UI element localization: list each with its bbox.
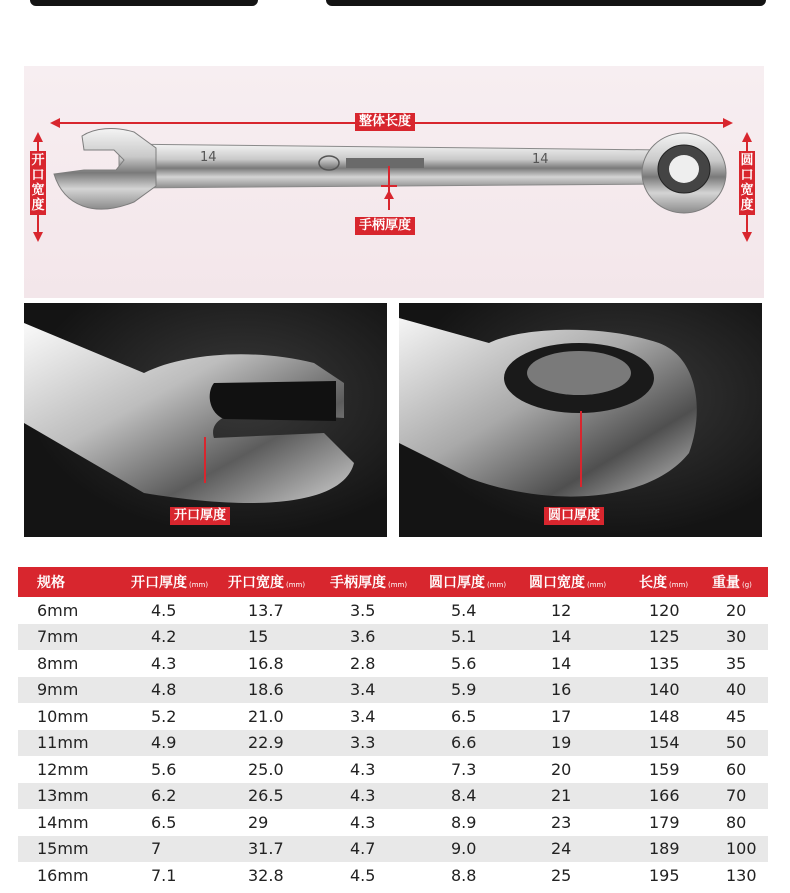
- cell-handle-thickness: 3.3: [330, 730, 429, 757]
- cell-open-width: 16.8: [228, 650, 330, 677]
- header-handle-thickness: 手柄厚度 (mm): [330, 567, 429, 597]
- ring-end-illustration: [399, 303, 762, 537]
- cell-handle-thickness: 4.3: [330, 756, 429, 783]
- cell-spec: 11mm: [18, 730, 131, 757]
- cell-length: 166: [639, 783, 712, 810]
- wrench-illustration: [24, 66, 764, 298]
- table-row: [18, 756, 768, 783]
- cell-length: 125: [639, 624, 712, 651]
- cell-length: 140: [639, 677, 712, 704]
- spec-table-header: [18, 567, 768, 597]
- header-open-thickness: 开口厚度 (mm): [131, 567, 228, 597]
- total-length-label: 整体长度: [355, 113, 415, 131]
- cell-ring-thickness: 5.9: [429, 677, 529, 704]
- cell-length: 195: [639, 862, 712, 889]
- cell-handle-thickness: 3.4: [330, 677, 429, 704]
- cell-open-thickness: 5.6: [131, 756, 228, 783]
- ring-end-closeup-photo: [399, 303, 762, 537]
- cell-ring-thickness: 7.3: [429, 756, 529, 783]
- cell-weight: 130: [712, 862, 768, 889]
- cell-open-width: 15: [228, 624, 330, 651]
- cell-handle-thickness: 4.3: [330, 809, 429, 836]
- header-length: 长度 (mm): [639, 567, 712, 597]
- top-image-strip: [0, 0, 790, 10]
- table-row: [18, 677, 768, 704]
- cell-ring-thickness: 6.5: [429, 703, 529, 730]
- cell-length: 148: [639, 703, 712, 730]
- cell-weight: 35: [712, 650, 768, 677]
- cell-spec: 10mm: [18, 703, 131, 730]
- cell-length: 120: [639, 597, 712, 624]
- cell-ring-thickness: 8.4: [429, 783, 529, 810]
- cell-ring-thickness: 8.8: [429, 862, 529, 889]
- cell-open-width: 32.8: [228, 862, 330, 889]
- cell-ring-thickness: 5.4: [429, 597, 529, 624]
- cell-ring-width: 20: [529, 756, 639, 783]
- cell-spec: 6mm: [18, 597, 131, 624]
- cell-weight: 40: [712, 677, 768, 704]
- cell-ring-thickness: 6.6: [429, 730, 529, 757]
- table-row: [18, 836, 768, 863]
- cell-handle-thickness: 4.3: [330, 783, 429, 810]
- cell-handle-thickness: 3.4: [330, 703, 429, 730]
- cell-handle-thickness: 4.5: [330, 862, 429, 889]
- cell-ring-width: 14: [529, 624, 639, 651]
- cell-weight: 50: [712, 730, 768, 757]
- cell-ring-width: 23: [529, 809, 639, 836]
- cell-ring-width: 24: [529, 836, 639, 863]
- cell-open-thickness: 6.5: [131, 809, 228, 836]
- cell-weight: 45: [712, 703, 768, 730]
- cell-ring-width: 16: [529, 677, 639, 704]
- cell-ring-width: 12: [529, 597, 639, 624]
- table-row: [18, 783, 768, 810]
- cell-open-thickness: 4.2: [131, 624, 228, 651]
- open-end-illustration: [24, 303, 387, 537]
- table-row: [18, 730, 768, 757]
- cell-open-width: 31.7: [228, 836, 330, 863]
- cell-open-width: 21.0: [228, 703, 330, 730]
- table-row: [18, 650, 768, 677]
- cell-length: 189: [639, 836, 712, 863]
- open-end-closeup-photo: [24, 303, 387, 537]
- cell-weight: 70: [712, 783, 768, 810]
- header-open-width: 开口宽度 (mm): [228, 567, 330, 597]
- open-width-label: 开口宽度: [31, 153, 45, 213]
- header-spec: 规格: [18, 567, 131, 597]
- spec-table: [18, 567, 768, 889]
- cell-handle-thickness: 3.6: [330, 624, 429, 651]
- cell-spec: 7mm: [18, 624, 131, 651]
- cell-open-width: 18.6: [228, 677, 330, 704]
- cell-open-width: 22.9: [228, 730, 330, 757]
- wrench-size-stamp-left: 14: [200, 150, 217, 165]
- cell-open-thickness: 4.8: [131, 677, 228, 704]
- top-photo-edge-left: [30, 0, 258, 6]
- ring-end-thickness-label: 圆口厚度: [544, 507, 604, 525]
- cell-spec: 8mm: [18, 650, 131, 677]
- cell-ring-thickness: 5.1: [429, 624, 529, 651]
- ring-width-label: 圆口宽度: [740, 153, 754, 213]
- header-ring-width: 圆口宽度 (mm): [529, 567, 639, 597]
- cell-open-thickness: 5.2: [131, 703, 228, 730]
- cell-weight: 100: [712, 836, 768, 863]
- cell-open-thickness: 4.3: [131, 650, 228, 677]
- cell-weight: 20: [712, 597, 768, 624]
- cell-weight: 30: [712, 624, 768, 651]
- cell-spec: 14mm: [18, 809, 131, 836]
- cell-ring-thickness: 9.0: [429, 836, 529, 863]
- cell-spec: 16mm: [18, 862, 131, 889]
- table-row: [18, 597, 768, 624]
- cell-ring-thickness: 8.9: [429, 809, 529, 836]
- cell-handle-thickness: 2.8: [330, 650, 429, 677]
- cell-open-thickness: 6.2: [131, 783, 228, 810]
- table-row: [18, 703, 768, 730]
- top-photo-edge-right: [326, 0, 766, 6]
- cell-spec: 9mm: [18, 677, 131, 704]
- cell-open-thickness: 4.5: [131, 597, 228, 624]
- cell-ring-width: 17: [529, 703, 639, 730]
- cell-ring-width: 14: [529, 650, 639, 677]
- cell-open-thickness: 7: [131, 836, 228, 863]
- cell-length: 154: [639, 730, 712, 757]
- cell-handle-thickness: 4.7: [330, 836, 429, 863]
- wrench-dimension-diagram: [24, 66, 764, 298]
- header-weight: 重量 (g): [712, 567, 768, 597]
- table-row: [18, 624, 768, 651]
- cell-weight: 80: [712, 809, 768, 836]
- cell-open-thickness: 4.9: [131, 730, 228, 757]
- cell-length: 135: [639, 650, 712, 677]
- cell-spec: 12mm: [18, 756, 131, 783]
- cell-ring-width: 25: [529, 862, 639, 889]
- wrench-size-stamp-right: 14: [532, 152, 549, 167]
- cell-open-width: 26.5: [228, 783, 330, 810]
- table-row: [18, 809, 768, 836]
- cell-length: 179: [639, 809, 712, 836]
- open-end-thickness-label: 开口厚度: [170, 507, 230, 525]
- table-row: [18, 862, 768, 889]
- cell-ring-width: 21: [529, 783, 639, 810]
- cell-ring-thickness: 5.6: [429, 650, 529, 677]
- cell-weight: 60: [712, 756, 768, 783]
- cell-open-thickness: 7.1: [131, 862, 228, 889]
- cell-open-width: 29: [228, 809, 330, 836]
- cell-length: 159: [639, 756, 712, 783]
- cell-open-width: 13.7: [228, 597, 330, 624]
- header-ring-thickness: 圆口厚度 (mm): [429, 567, 529, 597]
- cell-spec: 15mm: [18, 836, 131, 863]
- spec-table-body: [18, 597, 768, 889]
- cell-spec: 13mm: [18, 783, 131, 810]
- cell-handle-thickness: 3.5: [330, 597, 429, 624]
- cell-ring-width: 19: [529, 730, 639, 757]
- handle-thickness-label: 手柄厚度: [355, 217, 415, 235]
- cell-open-width: 25.0: [228, 756, 330, 783]
